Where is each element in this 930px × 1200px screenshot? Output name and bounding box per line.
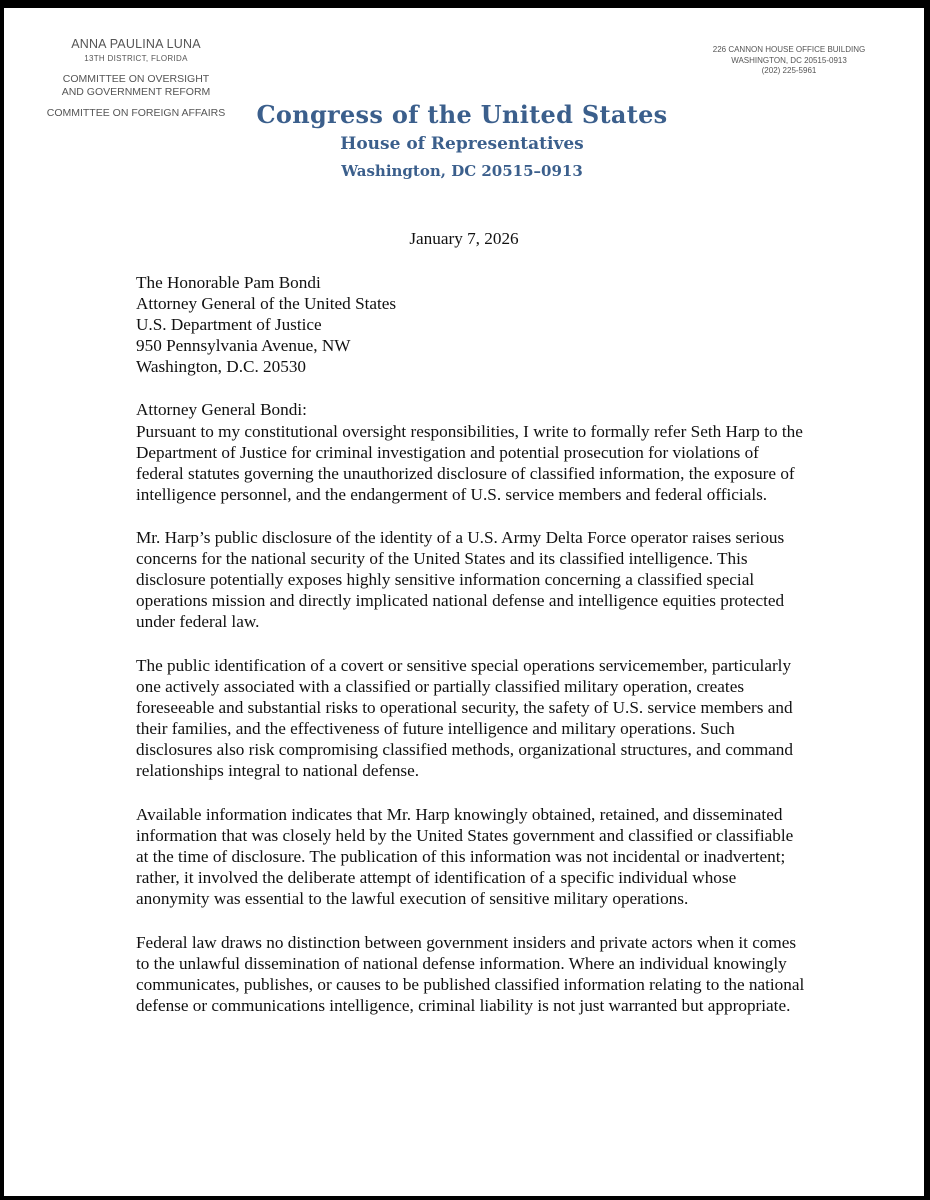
member-district: 13TH DISTRICT, FLORIDA: [84, 54, 188, 63]
letterhead-title: [204, 100, 720, 180]
paragraph-line: one actively associated with a classified or partially classified military operation, creates: [136, 677, 745, 696]
paragraph-line: Pursuant to my constitutional oversight responsibilities, I write to formally refer Seth Harp to the: [136, 422, 803, 441]
letter-page: [4, 8, 924, 1196]
house-subtitle: House of Representatives: [340, 134, 584, 154]
paragraph-line: information that was closely held by the United States government and classified or classifiable: [136, 826, 794, 845]
paragraph-line: Mr. Harp’s public disclosure of the identity of a U.S. Army Delta Force operator raises serious: [136, 528, 785, 547]
paragraph: [136, 932, 804, 1016]
recipient-line: U.S. Department of Justice: [136, 315, 322, 334]
paragraph: [136, 421, 803, 505]
city-line: Washington, DC 20515–0913: [341, 162, 583, 180]
paragraph-line: The public identification of a covert or sensitive special operations servicemember, particularly: [136, 656, 792, 675]
congress-title: Congress of the United States: [256, 100, 668, 129]
paragraph-line: federal statutes governing the unauthorized disclosure of classified information, the exposure of: [136, 464, 795, 483]
paragraph-line: rather, it involved the deliberate attempt of identification of a specific individual whose: [136, 868, 737, 887]
recipient-line: 950 Pennsylvania Avenue, NW: [136, 336, 351, 355]
recipient-line: Attorney General of the United States: [136, 294, 397, 313]
letter-date: January 7, 2026: [409, 229, 519, 248]
paragraph: [136, 804, 793, 909]
committee: COMMITTEE ON OVERSIGHT AND GOVERNMENT REFORM: [61, 73, 211, 98]
paragraph-line: intelligence personnel, and the endangerment of U.S. service members and federal officials.: [136, 485, 768, 504]
paragraph-line: anonymity was essential to the lawful execution of sensitive military operations.: [136, 889, 689, 908]
address-line: WASHINGTON, DC 20515-0913: [731, 55, 847, 65]
address-line: 226 CANNON HOUSE OFFICE BUILDING: [712, 45, 866, 54]
office-address: [694, 45, 884, 77]
paragraph-line: operations mission and directly implicated national defense and intelligence equities protected: [136, 591, 785, 610]
paragraph-line: foreseeable and substantial risks to operational security, the safety of U.S. service members and: [136, 698, 793, 717]
paragraph-line: Available information indicates that Mr. Harp knowingly obtained, retained, and disseminated: [136, 805, 783, 824]
paragraph-line: disclosure potentially exposes highly sensitive information concerning a classified special: [136, 570, 755, 589]
paragraph-line: Department of Justice for criminal investigation and potential prosecution for violations of: [136, 443, 759, 462]
paragraph: [136, 655, 793, 781]
paragraph-line: relationships integral to national defense.: [136, 761, 420, 780]
paragraph-line: Federal law draws no distinction between government insiders and private actors when it comes: [136, 933, 797, 952]
recipient-address: [136, 272, 396, 377]
paragraph-line: at the time of disclosure. The publication of this information was not incidental or inadvertent;: [136, 847, 786, 866]
paragraph-line: their families, and the effectiveness of future intelligence and military operations. Such: [136, 719, 735, 738]
paragraph-line: communicates, publishes, or causes to be published classified information relating to the national: [136, 975, 805, 994]
member-name: ANNA PAULINA LUNA: [71, 37, 201, 51]
address-line: (202) 225-5961: [761, 66, 817, 75]
paragraph-line: disclosures also risk compromising classified methods, organizational structures, and command: [136, 740, 793, 759]
committee: COMMITTEE ON FOREIGN AFFAIRS: [46, 107, 226, 119]
paragraph-line: defense or communications intelligence, criminal liability is not just warranted but appropriate.: [136, 996, 791, 1015]
recipient-line: Washington, D.C. 20530: [136, 357, 307, 376]
paragraph-line: concerns for the national security of the United States and its classified intelligence. This: [136, 549, 748, 568]
recipient-line: The Honorable Pam Bondi: [136, 273, 321, 292]
paragraph-line: to the unlawful dissemination of national defense information. Where an individual knowingly: [136, 954, 787, 973]
paragraph-line: under federal law.: [136, 612, 260, 631]
paragraph: [136, 527, 784, 632]
salutation: Attorney General Bondi:: [136, 400, 307, 419]
